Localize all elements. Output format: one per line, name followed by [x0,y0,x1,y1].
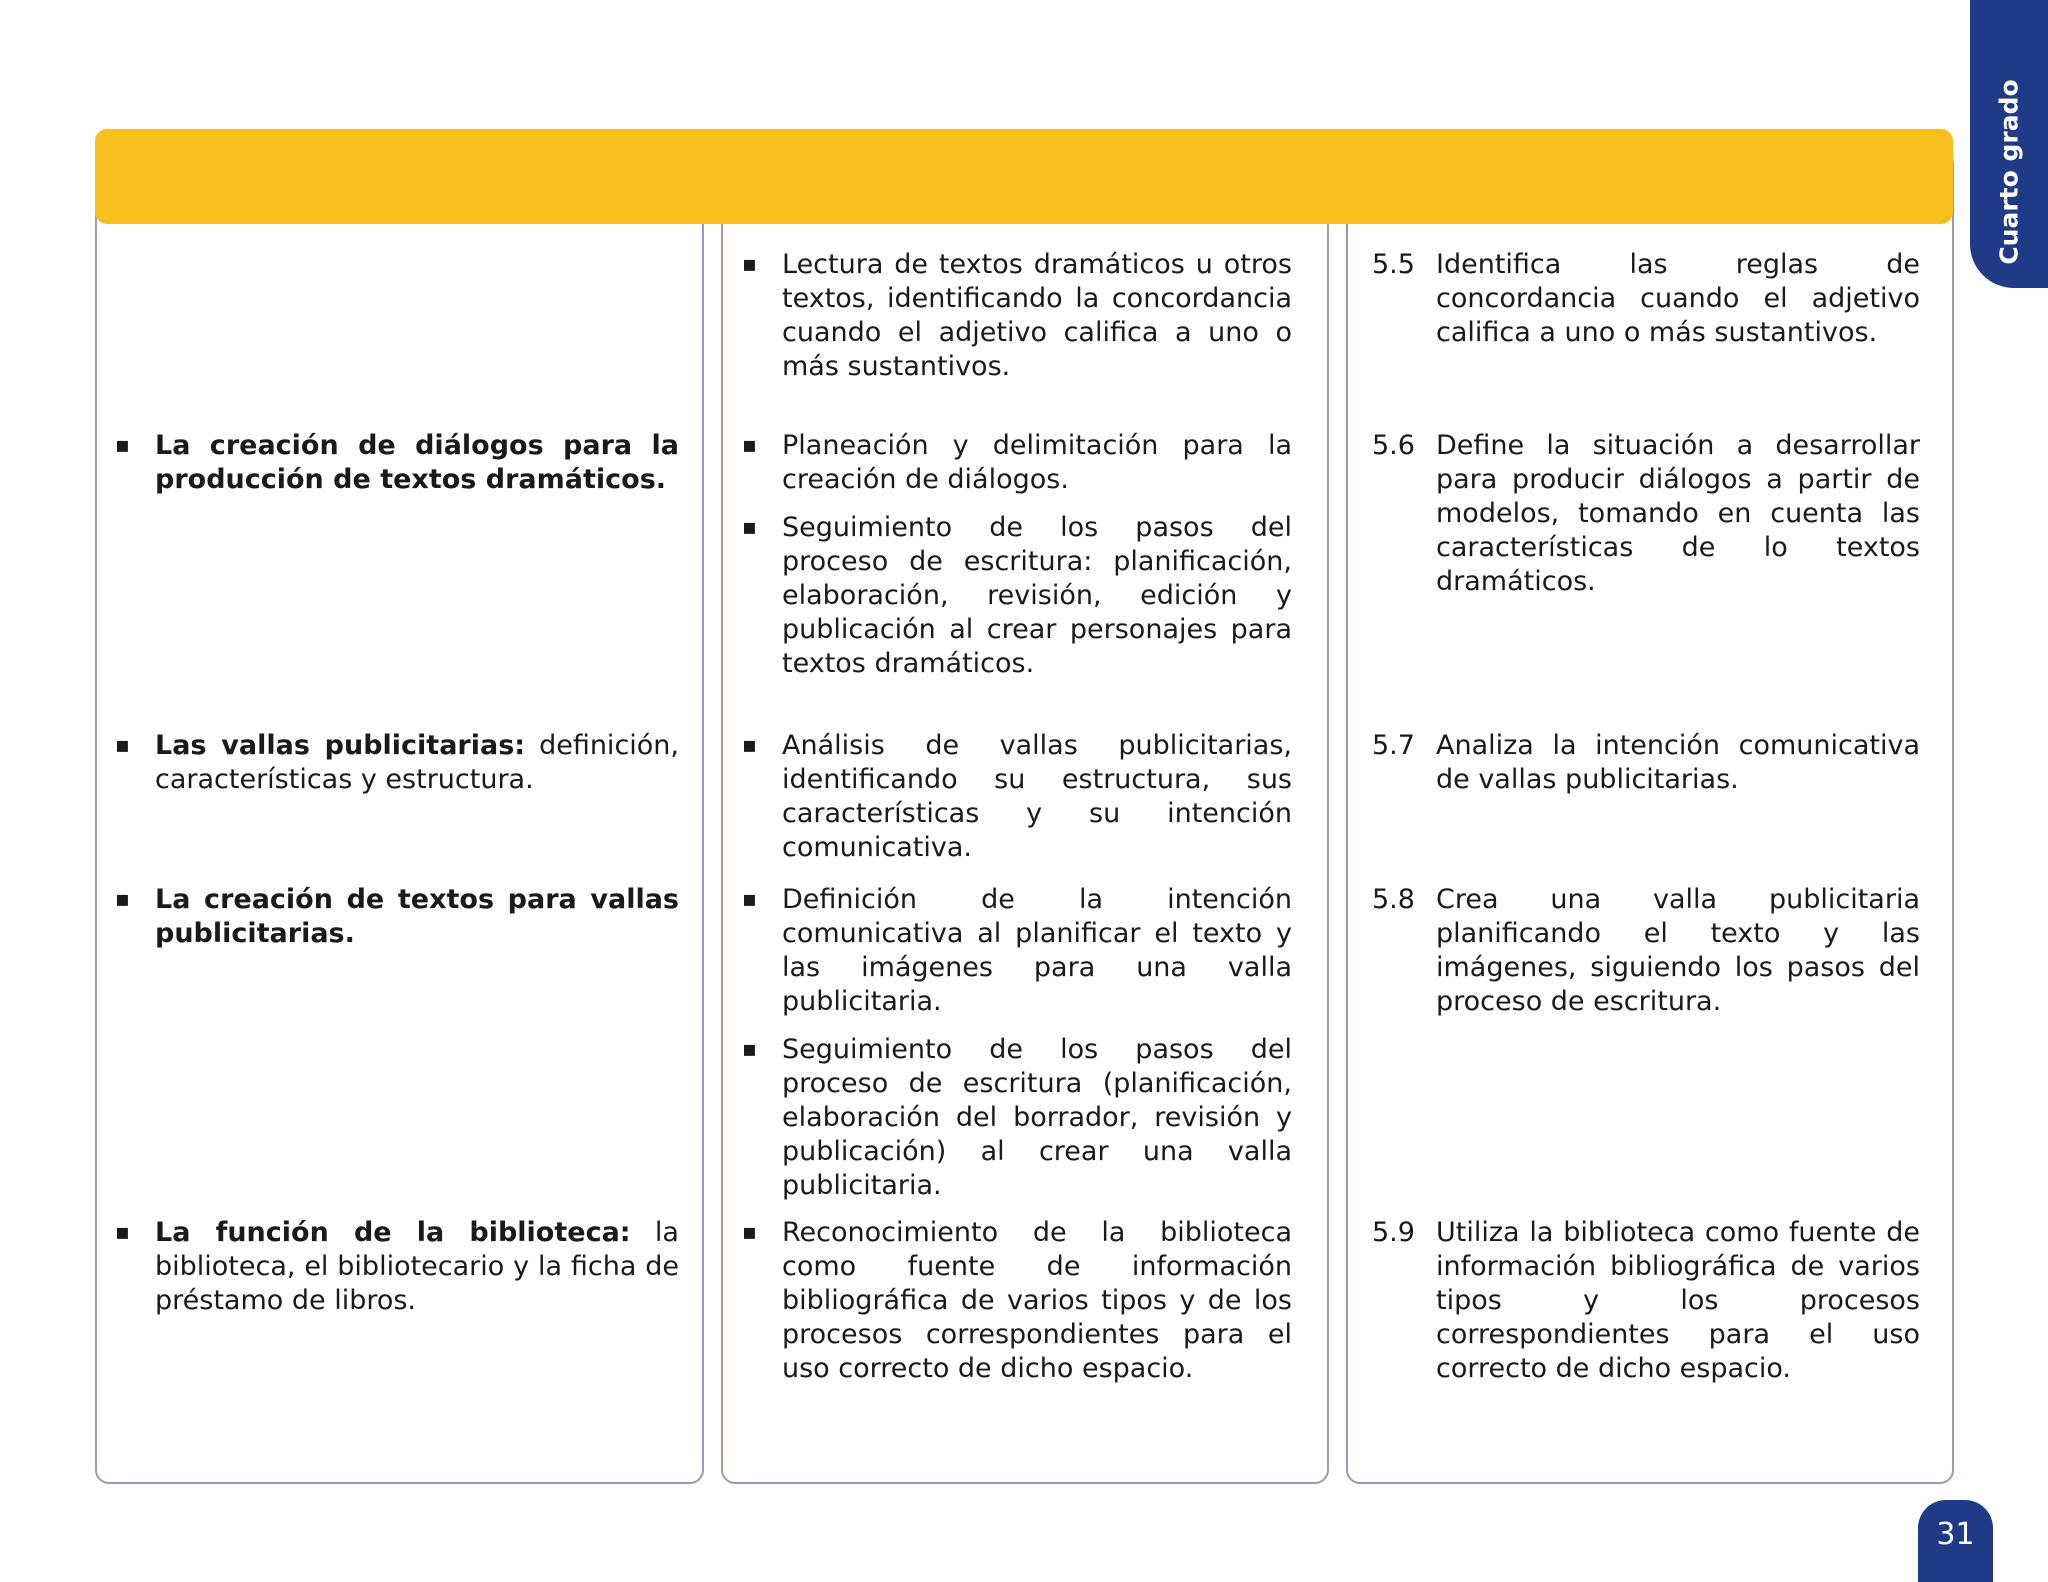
table-header [95,129,1953,224]
list-item [115,429,679,497]
procedural-cell [742,248,1292,384]
page-number: 31 [1936,1517,1975,1552]
header-indicators: Indicadores de logro [1477,27,1833,68]
indicator-text: Analiza la intención comunicativa de vallas publicitarias. [1436,730,1920,795]
indicator-text: Identifica las reglas de concordancia cuando el adjetivo califica a uno o más sustantivos. [1436,249,1920,348]
conceptual-bold: Las vallas publicitarias: [155,730,526,761]
indicator-cell [1372,1216,1920,1386]
list-item: ▪ Seguimiento de los pasos del proceso de escritura: planificación, elaboración, revisión, edición y publicación al crear personajes para textos dramáticos. [742,511,1292,681]
indicator-number: 5.9 [1372,1217,1415,1248]
conceptual-rest: la biblioteca, el bibliotecario y la ficha de préstamo de libros. [155,1217,679,1316]
indicator-cell [1372,248,1920,350]
conceptual-bold: La creación de diálogos para la producción de textos dramáticos. [155,430,679,495]
procedural-cell [742,1216,1292,1386]
list-item [115,1216,679,1318]
indicator-cell [1372,729,1920,797]
conceptual-bold: La creación de textos para vallas publicitarias. [155,884,679,949]
indicator-number: 5.6 [1372,430,1415,461]
conceptual-cell [115,429,679,497]
list-item [115,729,679,797]
header-conceptual: Contenidos conceptuales [190,27,630,68]
indicator-number: 5.5 [1372,249,1415,280]
header-procedural: Contenidos procedimentales [782,27,1278,68]
side-tab-label: Cuarto grado [1994,79,2024,265]
list-item [115,883,679,951]
conceptual-cell [115,883,679,951]
indicator-cell [1372,883,1920,1019]
conceptual-cell [115,1216,679,1318]
list-item: ▪ Definición de la intención comunicativa al planificar el texto y las imágenes para una valla publicitaria. [742,883,1292,1019]
conceptual-cell [115,729,679,797]
list-item: ▪ Seguimiento de los pasos del proceso de escritura (planificación, elaboración del borrador, revisión y publicación) al crear una valla publicitaria. [742,1033,1292,1203]
list-item: ▪ Lectura de textos dramáticos u otros textos, identificando la concordancia cuando el adjetivo califica a uno o más sustantivos. [742,248,1292,384]
list-item: ▪ Planeación y delimitación para la creación de diálogos. [742,429,1292,497]
procedural-cell [742,429,1292,681]
indicator-number: 5.8 [1372,884,1415,915]
list-item: ▪ Reconocimiento de la biblioteca como fuente de información bibliográfica de varios tipos y de los procesos correspondientes para el uso correcto de dicho espacio. [742,1216,1292,1386]
indicator-text: Utiliza la biblioteca como fuente de información bibliográfica de varios tipos y los procesos correspondientes para el uso correcto de dicho espacio. [1436,1217,1920,1384]
indicator-text: Define la situación a desarrollar para producir diálogos a partir de modelos, tomando en cuenta las características de lo textos dramáticos. [1436,430,1920,597]
list-item: ▪ Análisis de vallas publicitarias, identificando su estructura, sus características y su intención comunicativa. [742,729,1292,865]
conceptual-bold: La función de la biblioteca: [155,1217,631,1248]
indicator-number: 5.7 [1372,730,1415,761]
indicator-cell [1372,429,1920,599]
indicator-text: Crea una valla publicitaria planificando el texto y las imágenes, siguiendo los pasos del proceso de escritura. [1436,884,1920,1017]
procedural-cell [742,729,1292,865]
procedural-cell [742,883,1292,1203]
conceptual-rest: definición, características y estructura. [155,730,679,795]
